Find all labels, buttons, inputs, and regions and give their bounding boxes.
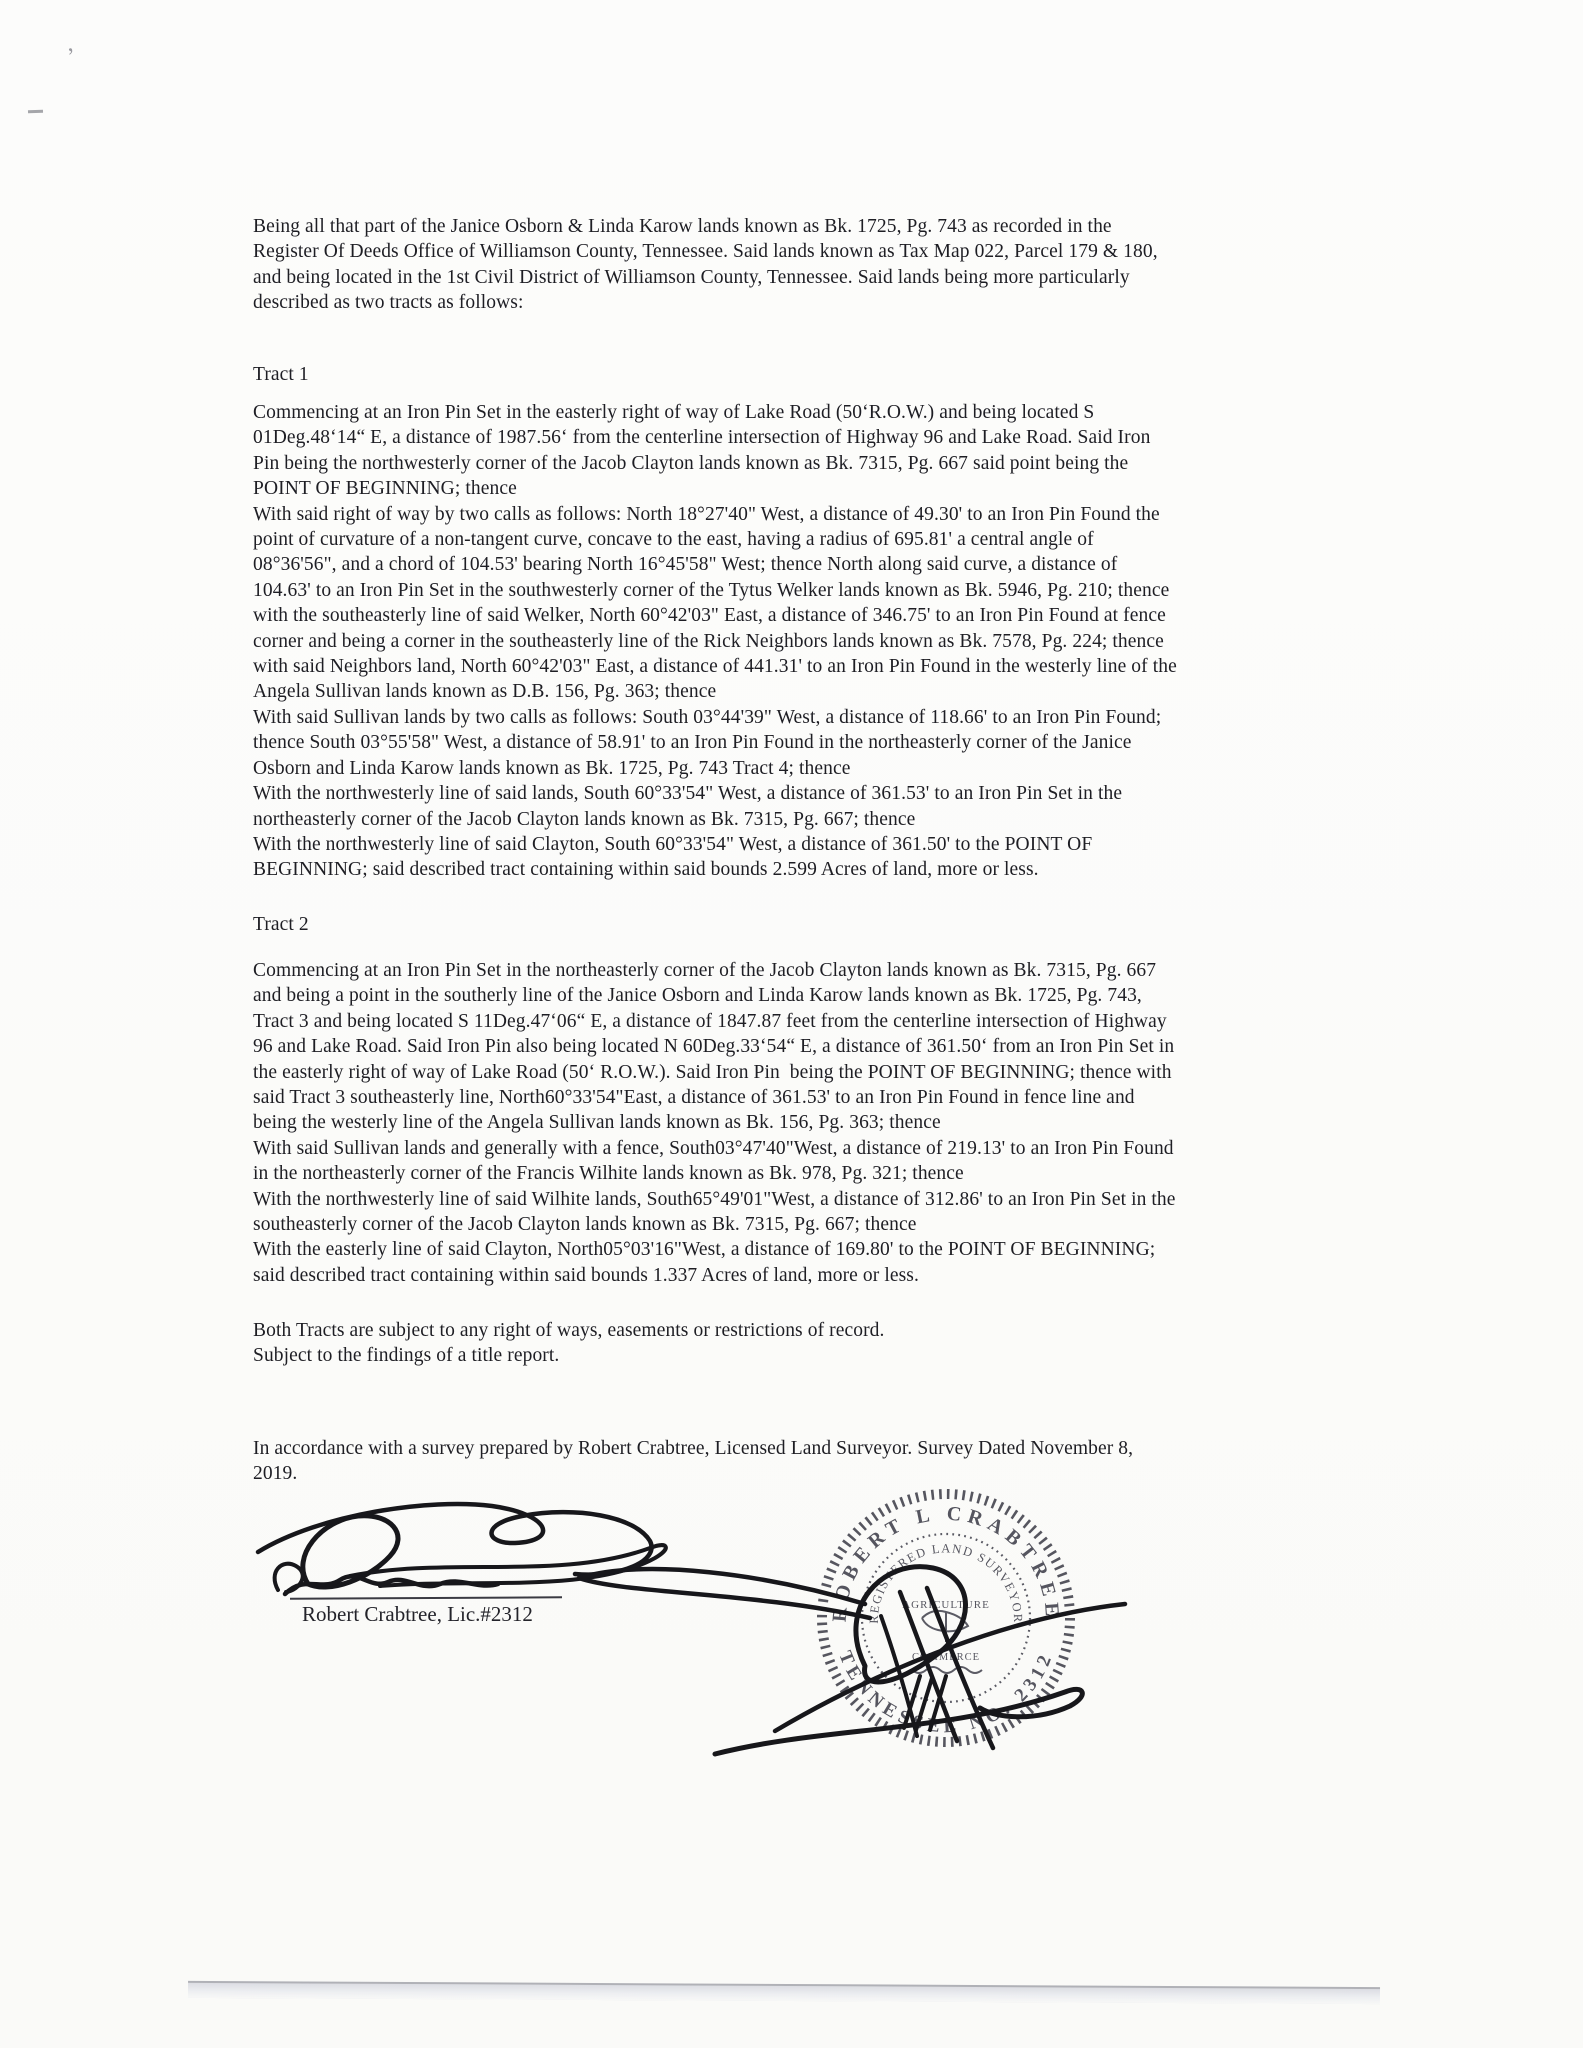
scan-artifact-dash <box>28 110 43 114</box>
scrawl-stroke <box>579 1569 870 1618</box>
intro-paragraph: Being all that part of the Janice Osborn & Linda Karow lands known as Bk. 1725, Pg. 743 as recorded in the Register Of Deeds Office of Williamson County, Tennessee. Said lands known as Tax Map 022, Parcel 179 & 180, and being located in the 1st Civil District of Williamson County, Tennessee. Said lands being more particularly described as two tracts as follows: <box>253 216 1158 314</box>
easements-notes: Both Tracts are subject to any right of ways, easements or restrictions of record. Subject to the findings of a title report. <box>253 1320 885 1367</box>
tract1-heading: Tract 1 <box>253 364 309 385</box>
scan-artifact-tick: ’ <box>65 43 79 71</box>
scrawl-stroke <box>881 1616 917 1736</box>
seal-signature-scrawl <box>565 1496 1145 1786</box>
seal-agriculture-text: AGRICULTURE <box>902 1599 990 1611</box>
scan-artifact-streak <box>188 1981 1380 2004</box>
signature-stroke <box>275 1564 303 1592</box>
tract2-description: Commencing at an Iron Pin Set in the northeasterly corner of the Jacob Clayton lands known as Bk. 7315, Pg. 667 and being a point in the southerly line of the Janice Osborn and Linda Karow lands known as Bk. 1725, Pg. 743, Tract 3 and being located S 11Deg.47‘06“ E, a distance of 1847.87 feet from the centerline intersection of Highway 96 and Lake Road. Said Iron Pin also being located N 60Deg.33‘54“ E, a distance of 361.50‘ from an Iron Pin Set in the easterly right of way of Lake Road (50‘ R.O.W.). Said Iron Pin being the POINT OF BEGINNING; thence with said Tract 3 southeasterly line, North60°33'54"East, a distance of 361.53' to an Iron Pin Found in fence line and being the westerly line of the Angela Sullivan lands known as Bk. 156, Pg. 363; thence With said Sullivan lands and generally with a fence, South03°47'40"West, a distance of 219.13' to an Iron Pin Found in the northeasterly corner of the Francis Wilhite lands known as Bk. 978, Pg. 321; thence With the northwesterly line of said Wilhite lands, South65°49'01"West, a distance of 312.86' to an Iron Pin Set in the southeasterly corner of the Jacob Clayton lands known as Bk. 7315, Pg. 667; thence With the easterly line of said Clayton, North05°03'16"West, a distance of 169.80' to the POINT OF BEGINNING; said described tract containing within said bounds 1.337 Acres of land, more or less. <box>253 960 1176 1286</box>
surveyor-name-license: Robert Crabtree, Lic.#2312 <box>302 1602 533 1626</box>
tract1-description: Commencing at an Iron Pin Set in the easterly right of way of Lake Road (50‘R.O.W.) and being located S 01Deg.48‘14“ E, a distance of 1987.56‘ from the centerline intersection of Highway 96 and Lake Road. Said Iron Pin being the northwesterly corner of the Jacob Clayton lands known as Bk. 7315, Pg. 667 said point being the POINT OF BEGINNING; thence With said right of way by two calls as follows: North 18°27'40" West, a distance of 49.30' to an Iron Pin Found the point of curvature of a non-tangent curve, concave to the east, having a radius of 695.81' a central angle of 08°36'56", and a chord of 104.53' bearing North 16°45'58" West; thence North along said curve, a distance of 104.63' to an Iron Pin Set in the southwesterly corner of the Tytus Welker lands known as Bk. 5946, Pg. 210; thence with the southeasterly line of said Welker, North 60°42'03" East, a distance of 346.75' to an Iron Pin Found at fence corner and being a corner in the southeasterly line of the Rick Neighbors lands known as Bk. 7578, Pg. 224; thence with said Neighbors land, North 60°42'03" East, a distance of 441.31' to an Iron Pin Found in the westerly line of the Angela Sullivan lands known as D.B. 156, Pg. 363; thence With said Sullivan lands by two calls as follows: South 03°44'39" West, a distance of 118.66' to an Iron Pin Found; thence South 03°55'58" West, a distance of 58.91' to an Iron Pin Found in the northeasterly corner of the Janice Osborn and Linda Karow lands known as Bk. 1725, Pg. 743 Tract 4; thence With the northwesterly line of said lands, South 60°33'54" West, a distance of 361.53' to an Iron Pin Set in the northeasterly corner of the Jacob Clayton lands known as Bk. 7315, Pg. 667; thence With the northwesterly line of said Clayton, South 60°33'54" West, a distance of 361.50' to the POINT OF BEGINNING; said described tract containing within said bounds 2.599 Acres of land, more or less. <box>253 402 1177 881</box>
seal-commerce-text: COMMERCE <box>911 1652 981 1663</box>
seal-name-arc-text: ROBERT L CRABTREE <box>828 1502 1064 1623</box>
scrawl-stroke <box>775 1604 1125 1731</box>
seal-state-arc-text: TENNESSEE NO. 2312 <box>834 1647 1058 1738</box>
surveyor-statement: In accordance with a survey prepared by Robert Crabtree, Licensed Land Surveyor. Survey Dated November 8, 2019. <box>253 1438 1134 1485</box>
tract2-heading: Tract 2 <box>253 914 309 935</box>
scrawl-stroke <box>715 1689 1082 1754</box>
seal-title-arc-text: REGISTERED LAND SURVEYOR <box>866 1541 1026 1624</box>
